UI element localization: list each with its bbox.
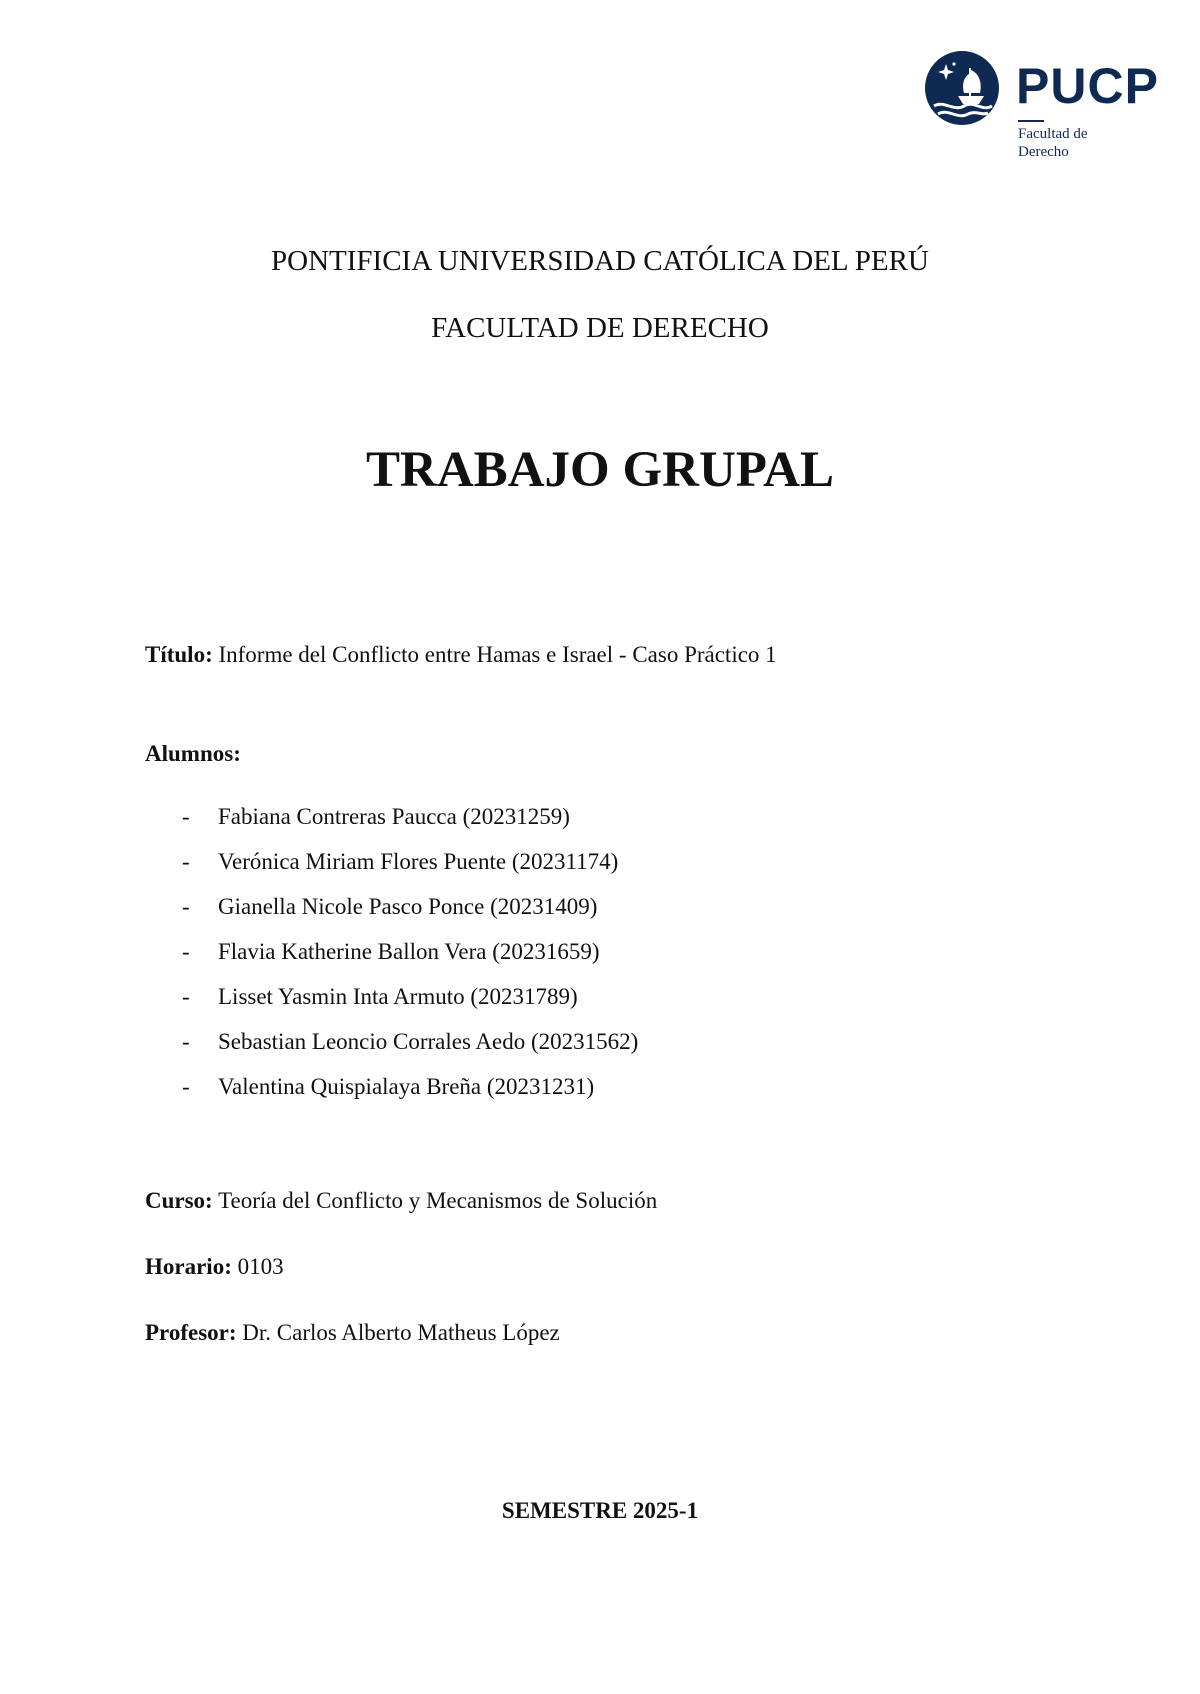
student-list xyxy=(0,802,1200,1117)
list-item xyxy=(0,937,1200,982)
student-name: Sebastian Leoncio Corrales Aedo (20231562) xyxy=(218,1029,639,1054)
student-name: Fabiana Contreras Paucca (20231259) xyxy=(218,804,570,829)
horario-label: Horario: xyxy=(145,1254,232,1279)
pucp-emblem-icon xyxy=(924,50,1000,126)
curso-label: Curso: xyxy=(145,1188,213,1213)
list-bullet: - xyxy=(182,939,190,964)
curso-value: Teoría del Conflicto y Mecanismos de Solución xyxy=(218,1188,658,1213)
alumnos-label: Alumnos: xyxy=(145,741,241,766)
titulo-value: Informe del Conflicto entre Hamas e Israel - Caso Práctico 1 xyxy=(218,642,777,667)
profesor-field xyxy=(145,1318,560,1348)
list-bullet: - xyxy=(182,894,190,919)
profesor-label: Profesor: xyxy=(145,1320,237,1345)
curso-field xyxy=(145,1186,657,1216)
student-name: Flavia Katherine Ballon Vera (20231659) xyxy=(218,939,600,964)
student-name: Verónica Miriam Flores Puente (20231174) xyxy=(218,849,619,874)
student-name: Valentina Quispialaya Breña (20231231) xyxy=(218,1074,595,1099)
student-name: Lisset Yasmin Inta Armuto (20231789) xyxy=(218,984,578,1009)
list-item xyxy=(0,1072,1200,1117)
list-bullet: - xyxy=(182,804,190,829)
list-bullet: - xyxy=(182,849,190,874)
titulo-label: Título: xyxy=(145,642,213,667)
list-bullet: - xyxy=(182,984,190,1009)
pucp-logo xyxy=(924,50,1174,170)
list-bullet: - xyxy=(182,1029,190,1054)
list-item xyxy=(0,982,1200,1027)
alumnos-field xyxy=(145,739,241,769)
faculty-name: FACULTAD DE DERECHO xyxy=(431,312,769,344)
titulo-field xyxy=(145,640,777,670)
logo-rule xyxy=(1018,120,1044,122)
semester-label: SEMESTRE 2025-1 xyxy=(501,1498,699,1523)
list-item xyxy=(0,1027,1200,1072)
student-name: Gianella Nicole Pasco Ponce (20231409) xyxy=(218,894,598,919)
list-bullet: - xyxy=(182,1074,190,1099)
list-item xyxy=(0,892,1200,937)
list-item xyxy=(0,847,1200,892)
horario-field xyxy=(145,1252,284,1282)
logo-subtitle: Facultad de Derecho xyxy=(1018,126,1088,160)
university-name: PONTIFICIA UNIVERSIDAD CATÓLICA DEL PERÚ xyxy=(271,245,929,277)
logo-wordmark: PUCP xyxy=(1016,58,1159,114)
horario-value: 0103 xyxy=(237,1254,284,1279)
list-item xyxy=(0,802,1200,847)
profesor-value: Dr. Carlos Alberto Matheus López xyxy=(242,1320,560,1345)
document-title: TRABAJO GRUPAL xyxy=(366,442,834,498)
